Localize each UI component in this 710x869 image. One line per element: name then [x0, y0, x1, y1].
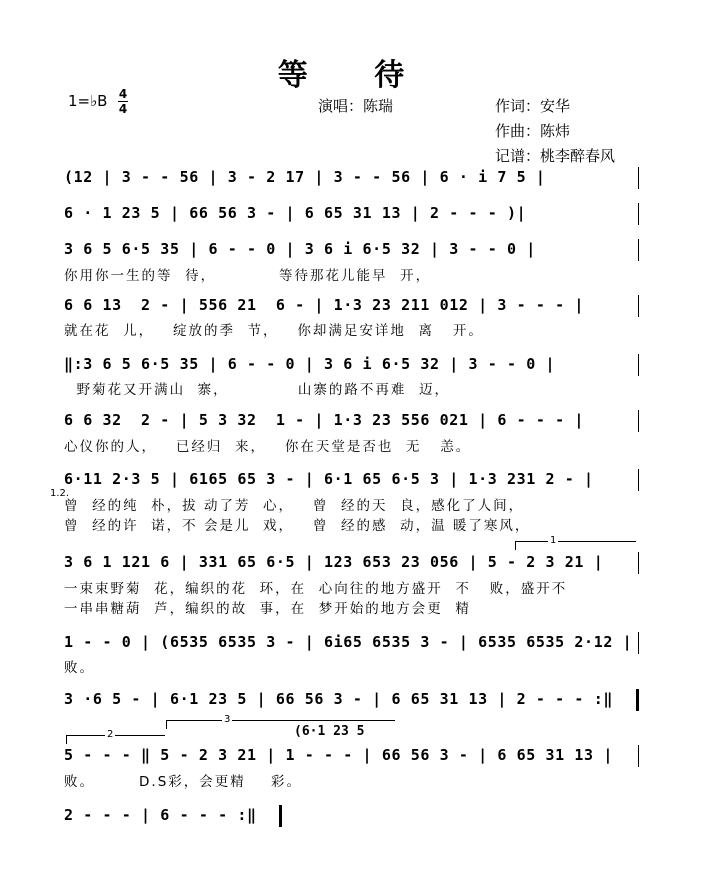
lyric-line: 败。: [64, 660, 95, 676]
lyric-line-verse-2: 曾 经的许 诺，不 会是儿 戏， 曾 经的感 动，温 暖了寒风，: [64, 518, 531, 534]
notation-row: [64, 355, 644, 377]
notation-line: 2 - - - | 6 - - - :‖: [64, 806, 257, 824]
barline: [638, 469, 639, 491]
notation-row: [64, 553, 644, 575]
notation-line: 6 6 32 2 - | 5 3 32 1 - | 1·3 23 556 021 | 6 - - - |: [64, 411, 585, 429]
notation-line: 3 6 5 6·5 35 | 6 - - 0 | 3 6 i 6·5 32 | 3 - - 0 |: [64, 240, 536, 258]
lyric-line: 败。 D.S彩，会更精 彩。: [64, 774, 302, 790]
notation-line: 1 - - 0 | (6535 6535 3 - | 6i65 6535 3 - | 6535 6535 2·12 |: [64, 633, 633, 651]
notation-line: ‖:3 6 5 6·5 35 | 6 - - 0 | 3 6 i 6·5 32 | 3 - - 0 |: [64, 355, 556, 373]
notation-row: [64, 411, 644, 433]
volta-bracket-1: [515, 541, 636, 550]
barline: [638, 167, 639, 189]
notation-line: (12 | 3 - - 56 | 3 - 2 17 | 3 - - 56 | 6 · i 7 5 |: [64, 168, 546, 186]
lyric-line: 野菊花又开满山 寨， 山寨的路不再难 迈，: [64, 382, 450, 398]
notation-line: 6 · 1 23 5 | 66 56 3 - | 6 65 31 13 | 2 - - - )|: [64, 204, 527, 222]
lyric-line-verse-1: 一束束野菊 花，编织的花 环，在 心向往的地方盛开 不 败，盛开不: [64, 581, 568, 597]
song-title: 等 待: [277, 58, 433, 93]
volta-number: 2: [107, 729, 114, 740]
notation-line: 6 6 13 2 - | 556 21 6 - | 1·3 23 211 012 | 3 - - - |: [64, 296, 585, 314]
notation-row: [64, 806, 644, 828]
notation-row: [64, 633, 644, 655]
lyric-line-verse-2: 一串串糖葫 芦，编织的故 事，在 梦开始的地方会更 精: [64, 601, 471, 617]
key-signature: 1=♭B: [68, 92, 108, 110]
barline: [638, 239, 639, 261]
barline: [638, 410, 639, 432]
time-signature: [118, 88, 128, 115]
notation-row: [64, 746, 644, 768]
intro-reprise: (6·1 23 5: [294, 724, 365, 739]
lyric-line: 你用你一生的等 待， 等待那花儿能早 开，: [64, 268, 432, 284]
notation-row: [64, 168, 644, 190]
notation-row: [64, 240, 644, 262]
singer-credit: 演唱：陈瑞: [318, 97, 394, 115]
transcriber-credit: 记谱：桃李醉春风: [495, 147, 616, 165]
notation-line: 6·11 2·3 5 | 6165 65 3 - | 6·1 65 6·5 3 | 1·3 231 2 - |: [64, 470, 594, 488]
barline: [638, 745, 639, 767]
notation-row: [64, 204, 644, 226]
volta-number: 1: [550, 535, 557, 546]
barline: [638, 354, 639, 376]
notation-line: 3 6 1 121 6 | 331 65 6·5 | 123 653 23 056 | 5 - 2 3 21 |: [64, 553, 604, 571]
lyric-line: 心仪你的人， 已经归 来， 你在天堂是否也 无 恙。: [64, 439, 472, 455]
notation-row: [64, 470, 644, 492]
barline: [638, 295, 639, 317]
barline: [638, 203, 639, 225]
lyric-line: 就在花 儿， 绽放的季 节， 你却满足安详地 离 开。: [64, 323, 484, 339]
volta-number: 3: [224, 714, 231, 725]
lyricist-credit: 作词：安华: [495, 97, 571, 115]
notation-row: [64, 296, 644, 318]
barline: [638, 552, 639, 574]
lyric-line-verse-1: 曾 经的纯 朴，拔 动了芳 心， 曾 经的天 良，感化了人间，: [64, 498, 525, 514]
notation-row: [64, 690, 644, 712]
volta-bracket-2: [66, 735, 165, 744]
verse-number-label: 1.2.: [50, 488, 70, 499]
barline: [638, 632, 639, 654]
composer-credit: 作曲：陈炜: [495, 122, 571, 140]
notation-line: 3 ·6 5 - | 6·1 23 5 | 66 56 3 - | 6 65 31 13 | 2 - - - :‖: [64, 690, 613, 708]
time-numerator: 4: [118, 87, 128, 101]
time-denominator: 4: [118, 102, 128, 116]
notation-line: 5 - - - ‖ 5 - 2 3 21 | 1 - - - | 66 56 3 - | 6 65 31 13 |: [64, 746, 613, 764]
end-repeat-barline: [636, 689, 639, 711]
end-repeat-barline: [279, 805, 282, 827]
